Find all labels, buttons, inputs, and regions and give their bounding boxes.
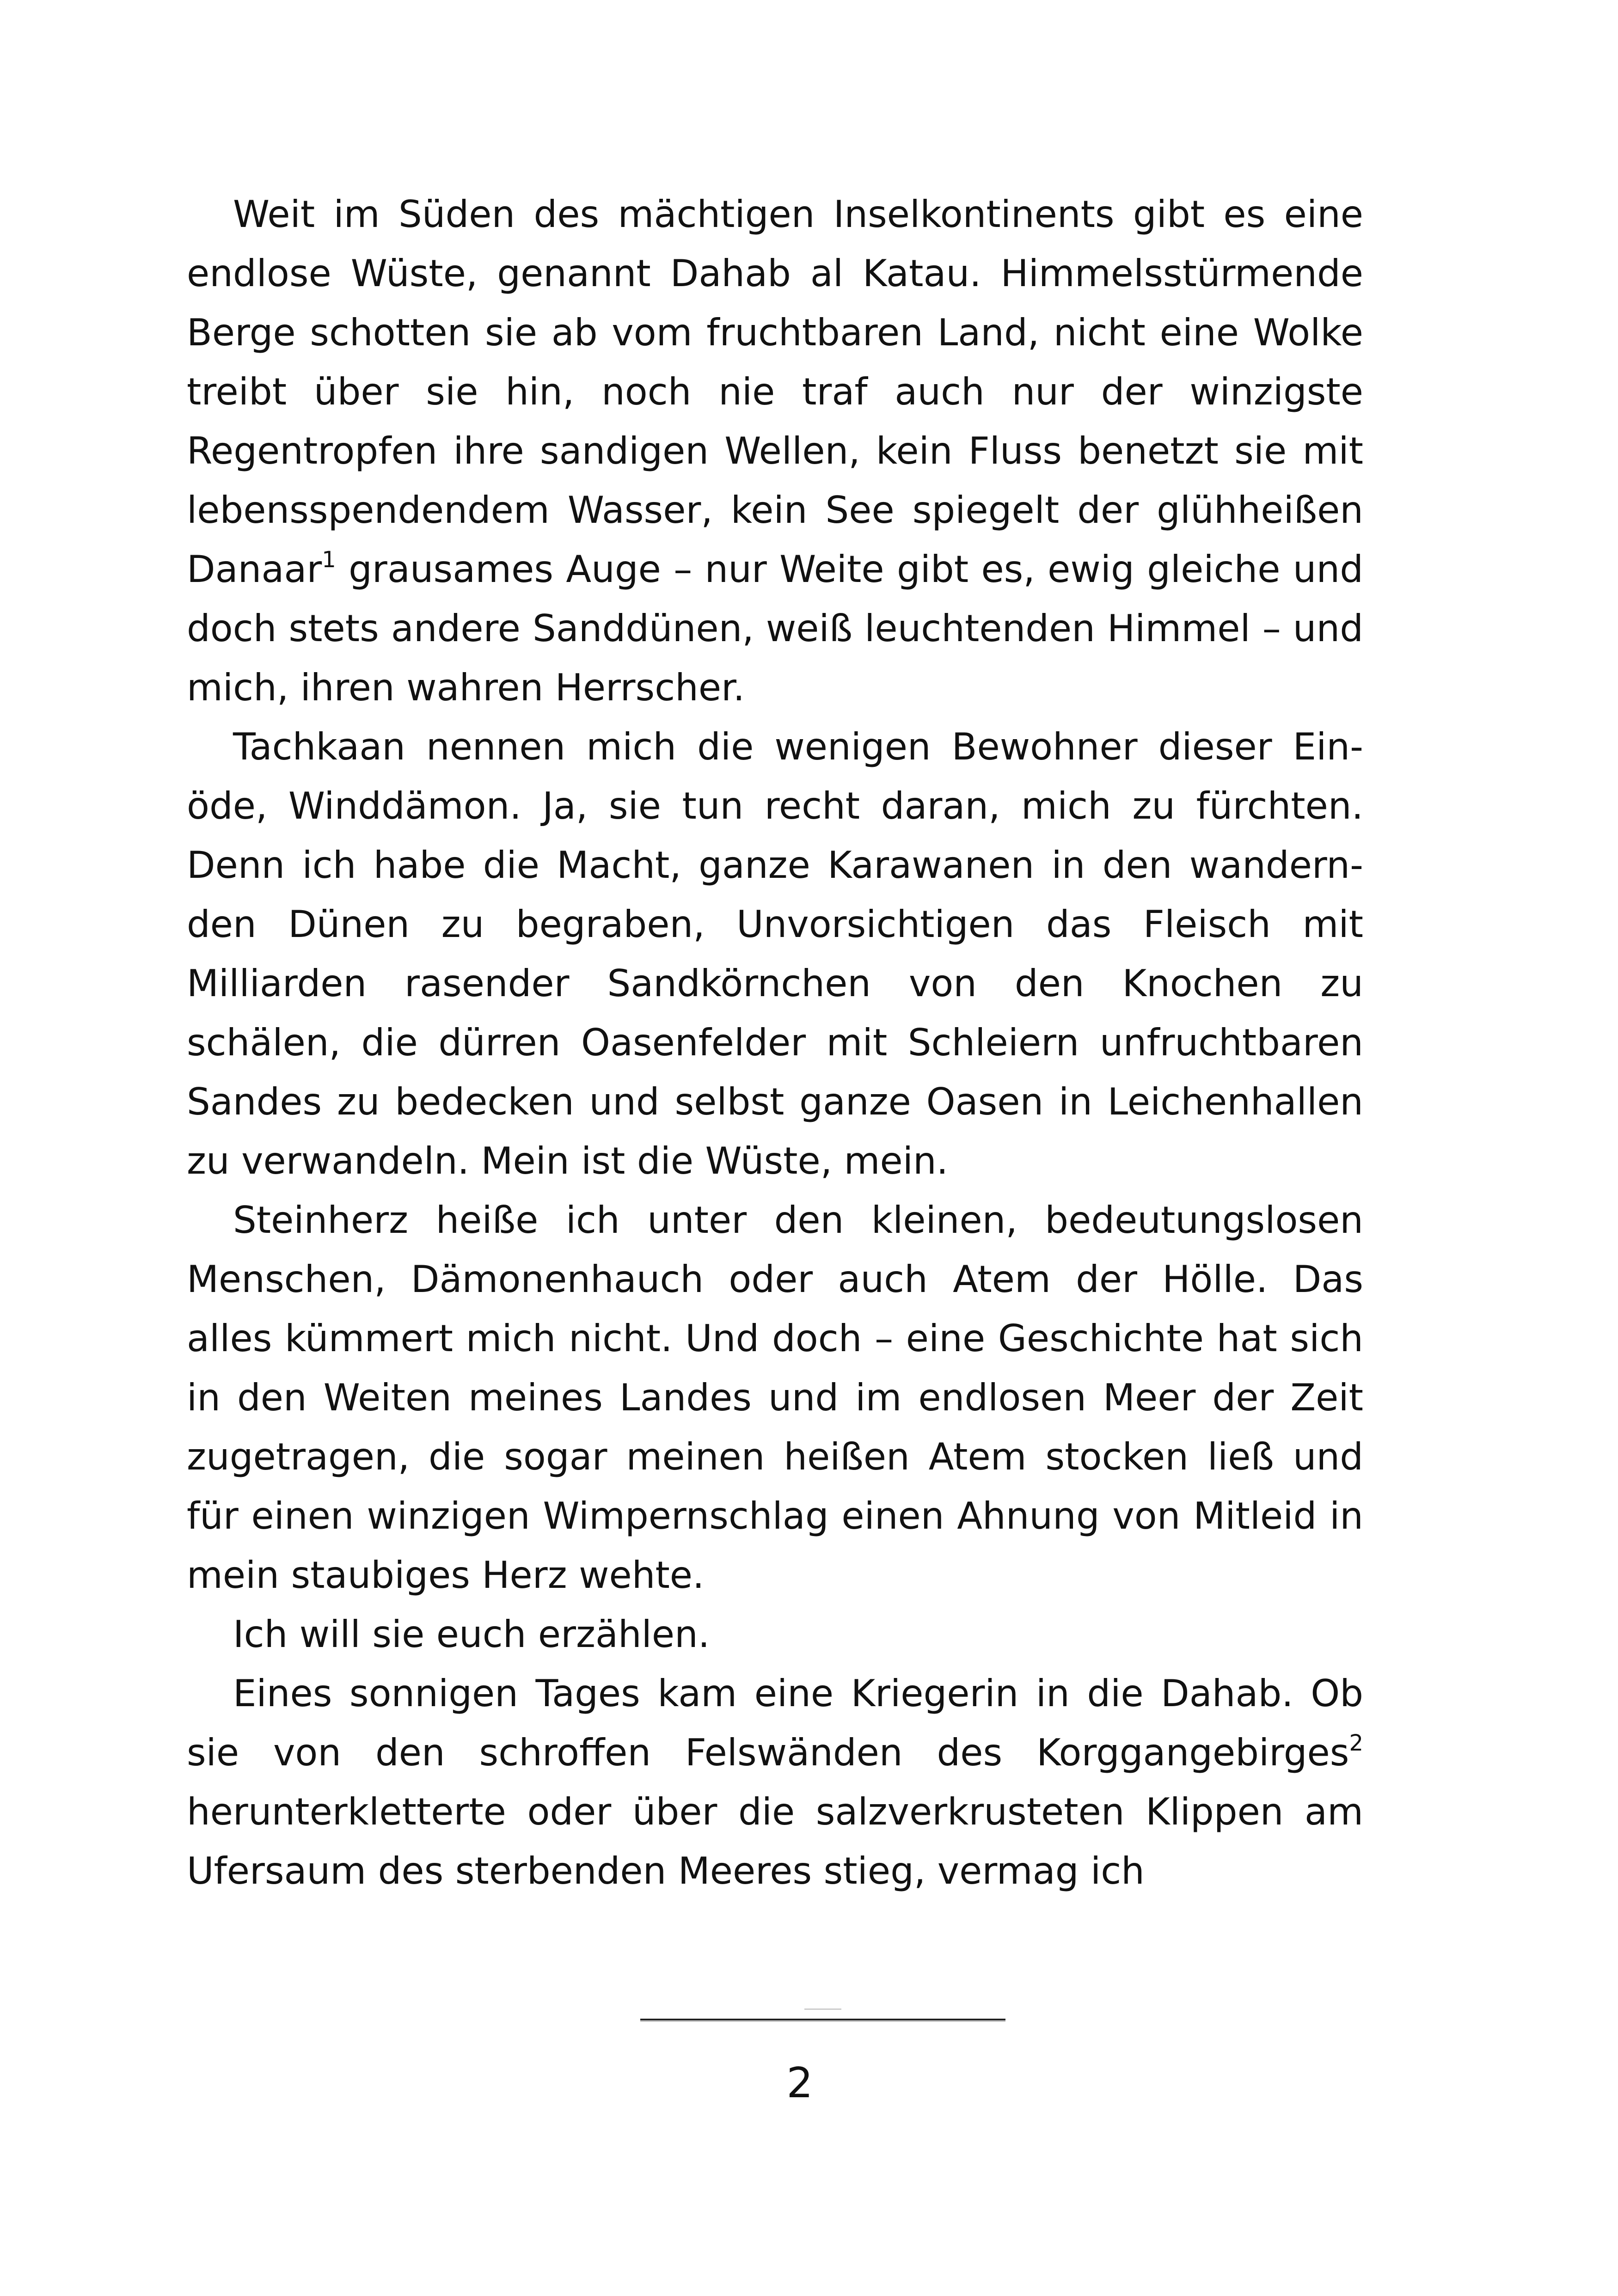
paragraph — [187, 1605, 1363, 1664]
paragraph-text: Ich will sie euch erzählen. — [233, 1613, 710, 1656]
paragraph-text: grausames Auge – nur Weite gibt es, ewig gleiche und doch stets andere Sanddünen, weiß leuchtenden Himmel – und mich, ihren wahren Herrscher. — [187, 548, 1363, 709]
paragraph — [187, 1191, 1363, 1605]
footnote-marker: 2 — [1349, 1730, 1363, 1756]
paragraph — [187, 717, 1363, 1191]
paragraph — [187, 185, 1363, 717]
footer-ornament — [804, 2008, 841, 2010]
paragraph — [187, 1664, 1363, 1901]
paragraph-text: herunterkletterte oder über die salzverkrusteten Klippen am Ufersaum des sterbenden Meeres stieg, vermag ich — [187, 1790, 1363, 1892]
paragraph-text: Weit im Süden des mächtigen Inselkontinents gibt es eine endlose Wüste, genannt Dahab al Katau. Himmelsstürmende Berge schotten sie ab vom fruchtbaren Land, nicht eine Wolke treibt über sie hin, noch nie traf auch nur der winzigste Regentropfen ihre sandigen Wellen, kein Fluss benetzt sie mit lebensspendendem Wasser, kein See spiegelt der glühheißen Danaar — [187, 193, 1363, 591]
paragraph-text: Steinherz heiße ich unter den kleinen, bedeutungslosen Menschen, Dämonenhauch oder auch Atem der Hölle. Das alles kümmert mich nicht. Und doch – eine Geschichte hat sich in den Weiten meines Landes und im endlosen Meer der Zeit zugetragen, die sogar meinen heißen Atem stocken ließ und für einen winzigen Wimpernschlag einen Ahnung von Mitleid in mein staubiges Herz wehte. — [187, 1199, 1363, 1597]
footer-rule — [640, 2019, 1005, 2020]
footnote-marker: 1 — [322, 547, 336, 573]
footer-rule-shadow — [640, 2021, 1005, 2022]
paragraph-text: Eines sonnigen Tages kam eine Kriegerin in die Dahab. Ob sie von den schroffen Felswänden des Korggangebirges — [187, 1672, 1363, 1774]
paragraph-text: Tachkaan nennen mich die wenigen Bewohner dieser Einöde, Winddämon. Ja, sie tun recht daran, mich zu fürchten. Denn ich habe die Macht, ganze Karawanen in den wandernden Dünen zu begraben, Unvorsichtigen das Fleisch mit Milliarden rasender Sandkörnchen von den Knochen zu schälen, die dürren Oasenfelder mit Schleiern unfruchtbaren Sandes zu bedecken und selbst ganze Oasen in Leichenhallen zu verwandeln. Mein ist die Wüste, mein. — [187, 725, 1363, 1182]
page-number: 2 — [786, 2059, 813, 2107]
body-text — [187, 185, 1363, 1901]
